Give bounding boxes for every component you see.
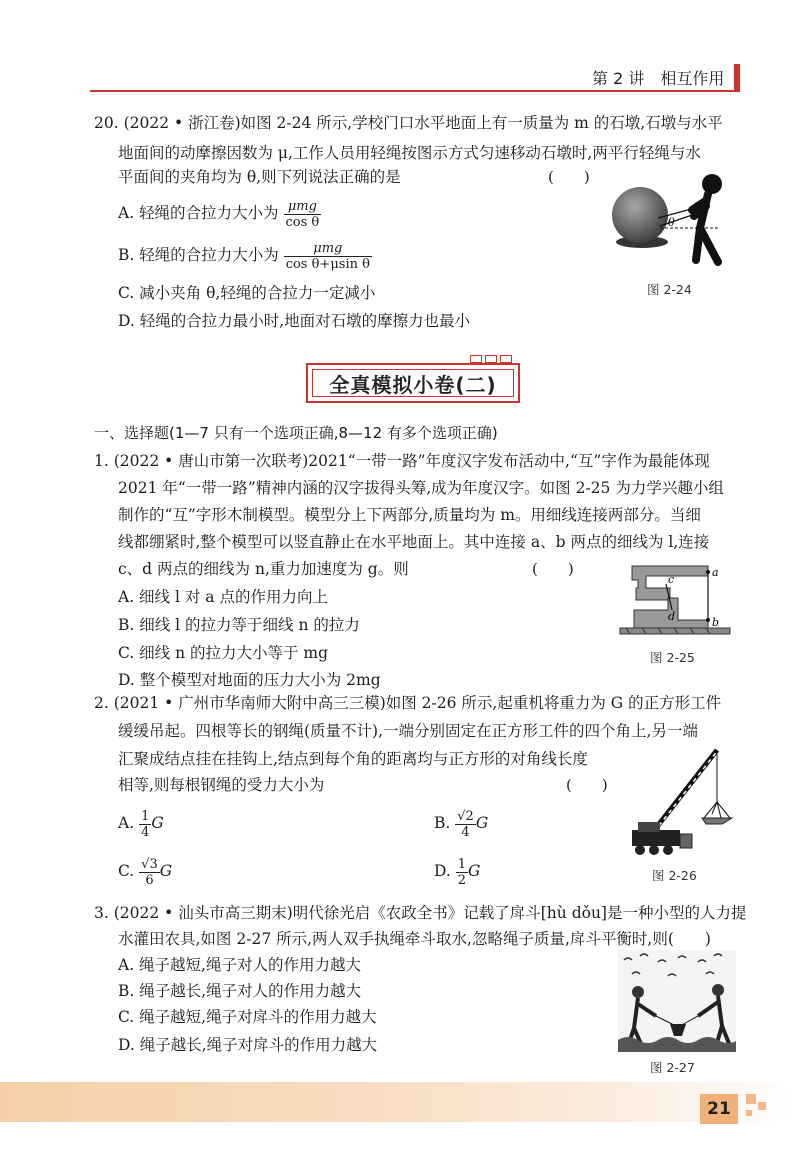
q1-option-b: B. 细线 l 的拉力等于细线 n 的拉力	[118, 616, 360, 634]
q2-option-d-num: 1	[457, 856, 467, 872]
q2-option-a-num: 1	[141, 808, 150, 824]
angle-label: θ	[668, 216, 675, 229]
q2-option-c-den: 6	[145, 872, 154, 888]
q2-line4: 相等,则每根钢绳的受力大小为	[118, 776, 325, 794]
crane-body	[632, 830, 680, 846]
q20-option-a-num: μmg	[284, 199, 322, 215]
q20-option-b-text: B. 轻绳的合拉力大小为	[118, 246, 279, 264]
q20-option-d: D. 轻绳的合拉力最小时,地面对石墩的摩擦力也最小	[118, 312, 471, 330]
person-right-head	[712, 984, 724, 996]
label-d: d	[668, 610, 676, 623]
q2-option-b-den: 4	[461, 824, 470, 840]
stone-ball	[612, 187, 668, 243]
q1-line3: 制作的“互”字形木制模型。模型分上下两部分,质量均为 m。用细线连接两部分。当细	[118, 506, 701, 524]
person-left-head	[632, 986, 644, 998]
label-b: b	[712, 616, 720, 629]
section-banner	[306, 355, 520, 399]
q2-line2: 缓缓吊起。四根等长的钢绳(质量不计),一端分别固定在正方形工件的四个角上,另一端	[118, 722, 698, 740]
q1-line1: 1. (2022 • 唐山市第一次联考)2021“一带一路”年度汉字发布活动中,“互”字作为最能体现	[94, 452, 710, 470]
q2-option-a-den: 4	[141, 824, 150, 840]
figure-2-26-caption: 图 2-26	[652, 868, 697, 883]
footer-square-3	[746, 1110, 752, 1116]
q20-option-a-text: A. 轻绳的合拉力大小为	[118, 204, 279, 222]
q3-option-c: C. 绳子越短,绳子对戽斗的作用力越大	[118, 1008, 377, 1026]
q1-option-c: C. 细线 n 的拉力大小等于 mg	[118, 644, 329, 662]
figure-2-25	[612, 558, 738, 640]
q2-option-b	[434, 808, 488, 840]
q3-option-b: B. 绳子越长,绳子对人的作用力越大	[118, 982, 362, 1000]
chapter-header: 第 2 讲 相互作用	[592, 69, 725, 88]
q20-option-b-den: cos θ+μsin θ	[285, 256, 370, 272]
q20-option-a-den: cos θ	[285, 214, 320, 230]
q1-answer-paren: ( )	[532, 560, 574, 578]
footer-band	[0, 1082, 800, 1122]
q20-line2: 地面间的动摩擦因数为 μ,工作人员用轻绳按图示方式匀速移动石墩时,两平行轻绳与水	[118, 144, 701, 162]
footer-square-2	[758, 1102, 766, 1110]
figure-2-24-caption: 图 2-24	[647, 282, 692, 297]
q2-option-d-unit: G	[468, 862, 481, 880]
figure-2-24	[600, 170, 740, 270]
q20-option-a	[118, 198, 321, 230]
square-workpiece	[702, 818, 732, 824]
q20-option-b-num: μmg	[284, 241, 372, 257]
q2-option-c-unit: G	[159, 862, 173, 880]
q2-line3: 汇聚成结点挂在挂钩上,结点到每个角的距离均与正方形的对角线长度	[118, 750, 588, 768]
q1-line4: 线都绷紧时,整个模型可以竖直静止在水平地面上。其中连接 a、b 两点的细线为 l,连接	[118, 533, 710, 551]
q2-option-a	[118, 808, 164, 840]
q20-line3: 平面间的夹角均为 θ,则下列说法正确的是	[118, 168, 401, 186]
q3-option-a: A. 绳子越短,绳子对人的作用力越大	[118, 956, 361, 974]
q2-option-d-den: 2	[457, 872, 467, 888]
q3-option-d: D. 绳子越长,绳子对戽斗的作用力越大	[118, 1036, 378, 1054]
q2-option-b-num: √2	[457, 808, 474, 824]
q20-answer-paren: ( )	[548, 168, 590, 186]
page-number: 21	[700, 1094, 738, 1124]
banner-decoration	[470, 355, 512, 363]
figure-2-27-caption: 图 2-27	[650, 1060, 695, 1075]
footer-square-1	[746, 1094, 756, 1104]
header-rule	[90, 90, 740, 92]
q20-line1: 20. (2022 • 浙江卷)如图 2-24 所示,学校门口水平地面上有一质量为 m 的石墩,石墩与水平	[94, 114, 723, 132]
figure-2-26	[622, 738, 742, 860]
label-c: c	[668, 573, 675, 586]
q2-answer-paren: ( )	[566, 776, 608, 794]
q1-line5: c、d 两点的细线为 n,重力加速度为 g。则	[118, 560, 409, 578]
q2-option-c	[118, 856, 172, 888]
q2-option-c-text: C.	[118, 862, 135, 880]
header-accent-bar	[734, 64, 740, 92]
q2-option-b-text: B.	[434, 814, 451, 832]
q1-line2: 2021 年“一带一路”精神内涵的汉字拔得头筹,成为年度汉字。如图 2-25 为力学兴趣小组	[118, 479, 724, 497]
label-a: a	[712, 566, 719, 579]
figure-2-27	[618, 950, 736, 1052]
q2-option-a-text: A.	[118, 814, 135, 832]
q1-option-a: A. 细线 l 对 a 点的作用力向上	[118, 588, 328, 606]
q20-option-b	[118, 240, 372, 272]
q2-option-c-num: √3	[141, 856, 158, 872]
q2-option-d-text: D.	[434, 862, 451, 880]
q20-option-b-fraction	[284, 241, 372, 272]
q2-option-b-unit: G	[475, 814, 489, 832]
q3-line2: 水灌田农具,如图 2-27 所示,两人双手执绳牵斗取水,忽略绳子质量,戽斗平衡时,则( )	[118, 930, 711, 948]
section-title: 一、选择题(1—7 只有一个选项正确,8—12 有多个选项正确)	[94, 424, 498, 442]
q20-option-c: C. 减小夹角 θ,轻绳的合拉力一定减小	[118, 284, 376, 302]
figure-2-25-caption: 图 2-25	[650, 650, 695, 665]
q20-option-a-fraction	[284, 199, 322, 230]
q3-line1: 3. (2022 • 汕头市高三期末)明代徐光启《农政全书》记载了戽斗[hù dǒu]是一种小型的人力提	[94, 904, 747, 922]
q2-line1: 2. (2021 • 广州市华南师大附中高三三模)如图 2-26 所示,起重机将重力为 G 的正方形工件	[94, 694, 722, 712]
worker-head	[702, 174, 722, 194]
banner-title: 全真模拟小卷(二)	[312, 369, 514, 397]
q2-option-a-unit: G	[151, 814, 164, 832]
q1-option-d: D. 整个模型对地面的压力大小为 2mg	[118, 671, 381, 689]
q2-option-d	[434, 856, 480, 888]
